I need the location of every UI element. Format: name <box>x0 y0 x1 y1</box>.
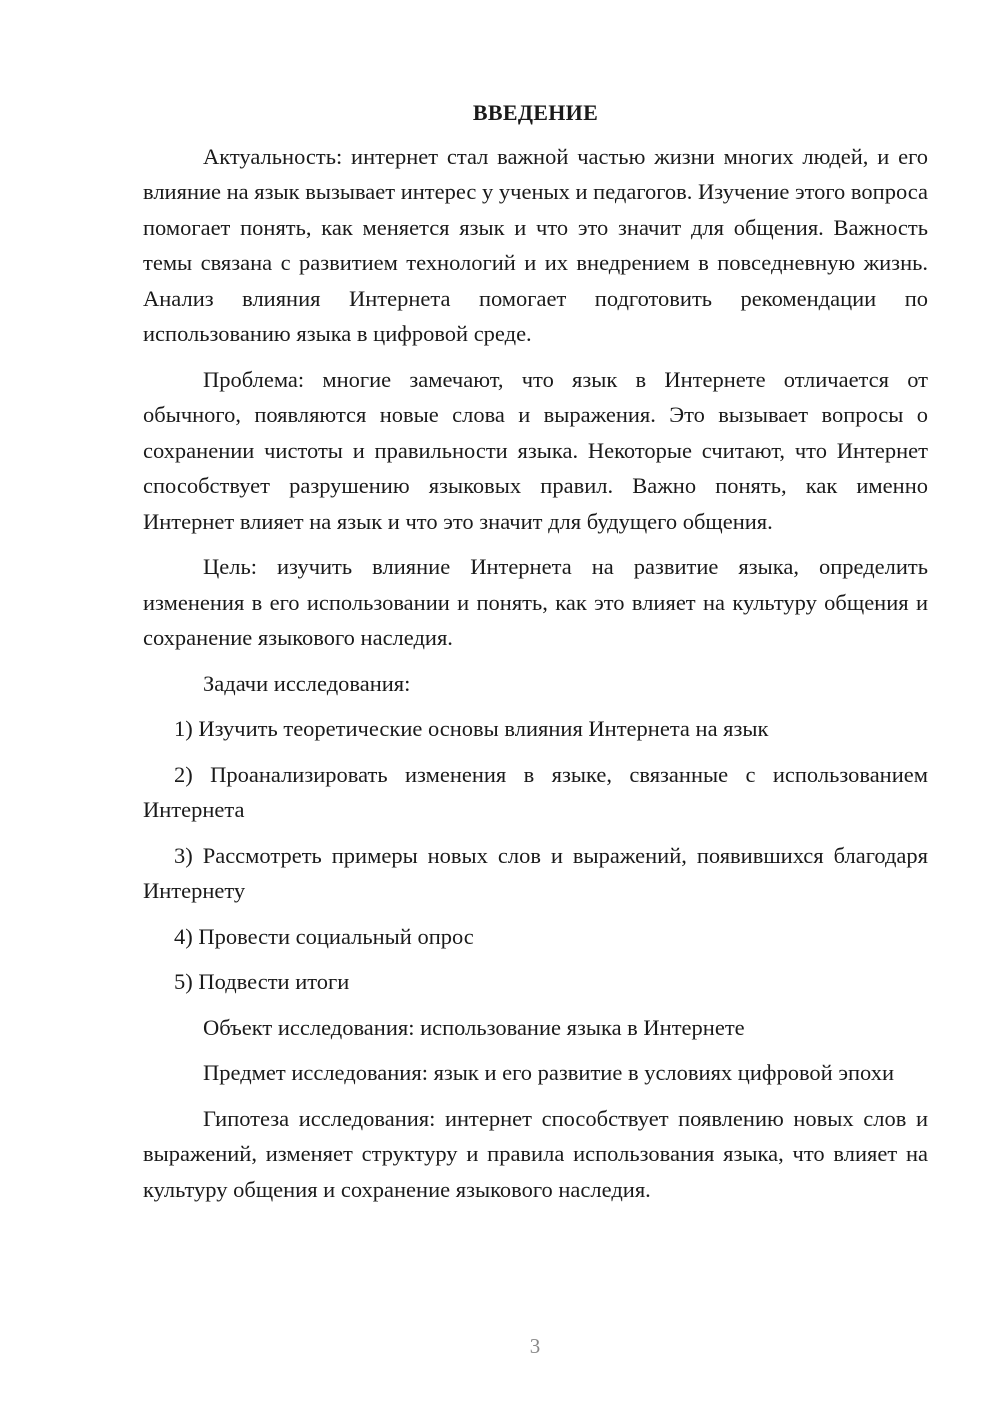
subject-paragraph: Предмет исследования: язык и его развитие в условиях цифровой эпохи <box>203 1060 895 1085</box>
task-item: 2) Проанализировать изменения в языке, связанные с использованием Интернета <box>143 761 928 822</box>
problem-paragraph: Проблема: многие замечают, что язык в Интернете отличается от обычного, появляются новые слова и выражения. Это вызывает вопросы о сохранении чистоты и правильности языка. Некоторые считают, что Интернет способствует разрушению языковых правил. Важно понять, как именно Интернет влияет на язык и что это значит для будущего общения. <box>143 366 928 534</box>
document-page <box>143 95 928 1217</box>
task-item: 5) Подвести итоги <box>174 969 350 994</box>
task-item: 1) Изучить теоретические основы влияния Интернета на язык <box>174 716 769 741</box>
goal-paragraph: Цель: изучить влияние Интернета на развитие языка, определить изменения в его использовании и понять, как это влияет на культуру общения и сохранение языкового наследия. <box>143 554 928 650</box>
task-item: 3) Рассмотреть примеры новых слов и выражений, появившихся благодаря Интернету <box>143 842 928 903</box>
object-paragraph: Объект исследования: использование языка в Интернете <box>203 1014 745 1040</box>
task-item: 4) Провести социальный опрос <box>174 923 474 949</box>
relevance-paragraph: Актуальность: интернет стал важной частью жизни многих людей, и его влияние на язык вызывает интерес у ученых и педагогов. Изучение этого вопроса помогает понять, как меняется язык и что это значит для общения. Важность темы связана с развитием технологий и их внедрением в повседневную жизнь. Анализ влияния Интернета помогает подготовить рекомендации по использованию языка в цифровой среде. <box>143 143 928 346</box>
page-number: 3 <box>529 1334 541 1358</box>
tasks-heading: Задачи исследования: <box>203 670 411 696</box>
hypothesis-paragraph: Гипотеза исследования: интернет способствует появлению новых слов и выражений, изменяет структуру и правила использования языка, что влияет на культуру общения и сохранение языкового наследия. <box>143 1105 928 1202</box>
page-title: ВВЕДЕНИЕ <box>472 100 599 125</box>
